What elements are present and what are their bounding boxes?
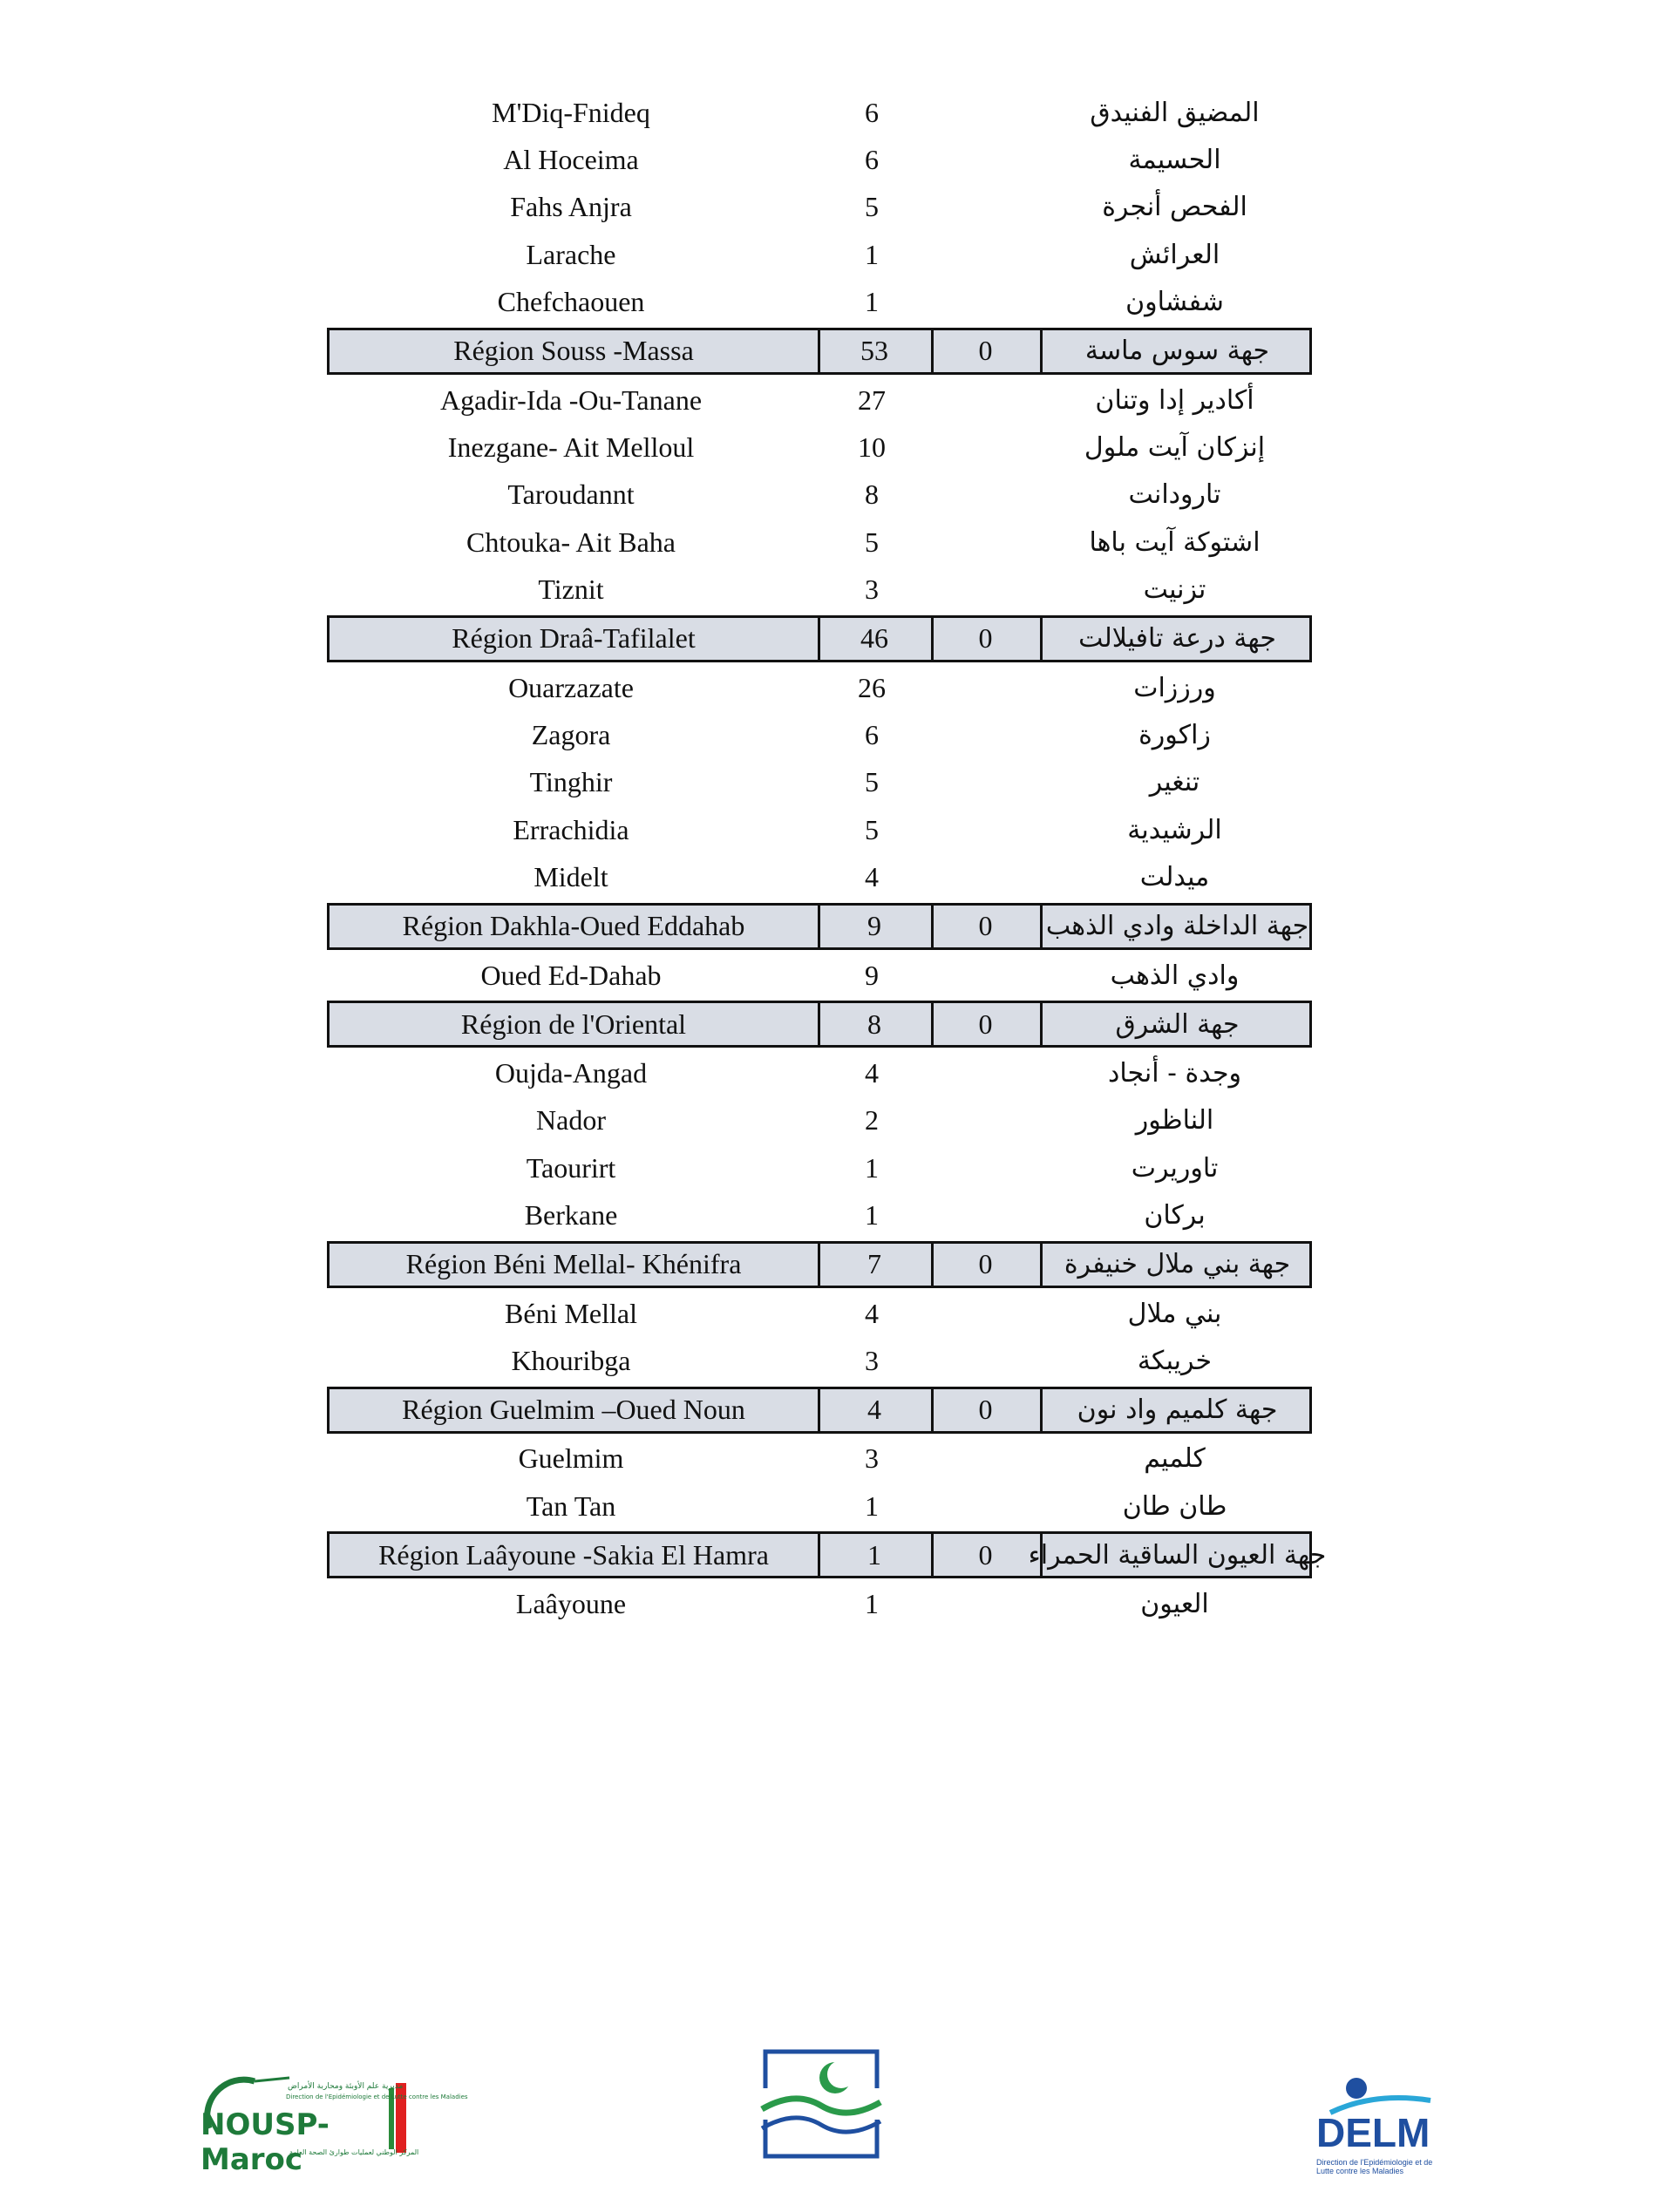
svg-text:Direction de l'Epidémiologie e: Direction de l'Epidémiologie et de Lutte contre les Maladies [286,2093,468,2100]
case-count: 5 [865,526,879,558]
department-row [327,1049,1312,1096]
department-name: Chefchaouen [497,286,645,318]
department-name-arabic: بني ملال [1127,1298,1222,1329]
department-name-arabic: تارودانت [1128,479,1221,511]
case-count: 1 [865,1151,879,1184]
region-name: Région Dakhla-Oued Eddahab [330,906,820,947]
region-row [327,903,1312,950]
case-count: 1 [865,238,879,270]
zero-count: 0 [931,1003,1043,1045]
region-name: Région de l'Oriental [330,1003,820,1045]
department-name-arabic: طان طان [1122,1490,1227,1522]
region-name-arabic: جهة الشرق [1115,1008,1240,1040]
department-row [327,1144,1312,1191]
case-count: 1 [865,286,879,318]
case-count: 8 [818,1003,934,1045]
case-count: 1 [865,1199,879,1232]
department-name: Chtouka- Ait Baha [466,526,676,558]
department-name: Inezgane- Ait Melloul [447,431,695,464]
case-count: 1 [865,1489,879,1522]
case-count: 6 [865,96,879,128]
department-row [327,424,1312,471]
department-name-arabic: زاكورة [1138,719,1211,750]
distribution-table [327,89,1327,1628]
region-row [327,328,1312,375]
case-count: 9 [865,959,879,991]
department-row [327,1097,1312,1144]
department-name: Zagora [531,718,611,750]
department-name: Ouarzazate [508,671,634,703]
department-name: Larache [526,238,616,270]
region-name: Région Béni Mellal- Khénifra [330,1244,820,1286]
department-row [327,472,1312,519]
department-row [327,567,1312,614]
department-name: Midelt [533,861,608,893]
department-row [327,519,1312,566]
department-name-arabic: تنغير [1149,767,1200,798]
case-count: 53 [818,330,934,372]
nousp-logo-text: NOUSP-Maroc [200,2107,330,2177]
nousp-maroc-logo [194,2067,468,2177]
region-name: Région Guelmim –Oued Noun [330,1389,820,1431]
region-name-arabic: جهة الداخلة وادي الذهب [1045,911,1309,942]
delm-logo-text: DELM [1316,2110,1431,2155]
region-name-arabic: جهة بني ملال خنيفرة [1064,1249,1291,1280]
department-row [327,664,1312,711]
zero-count: 0 [931,1389,1043,1431]
region-row [327,1531,1327,1578]
region-name: Région Draâ-Tafilalet [330,618,820,660]
case-count: 1 [865,1588,879,1620]
department-row [327,1191,1312,1238]
department-name: Nador [536,1104,606,1137]
case-count: 4 [865,1056,879,1089]
zero-count: 0 [931,1244,1043,1286]
department-name-arabic: كلميم [1144,1443,1206,1475]
department-name: Berkane [524,1199,618,1232]
region-name: Région Souss -Massa [330,330,820,372]
department-name: Errachidia [513,813,629,845]
department-name-arabic: الفحص أنجرة [1102,192,1247,223]
department-name-arabic: تزنيت [1143,574,1206,606]
department-name-arabic: إنزكان آيت ملول [1084,432,1266,464]
case-count: 6 [865,144,879,176]
department-name-arabic: الناظور [1135,1105,1214,1137]
case-count: 27 [858,383,886,416]
department-row [327,1337,1312,1384]
department-row [327,1290,1312,1337]
department-name: Oujda-Angad [494,1056,648,1089]
svg-text:مديرية علم الأوبئة ومحاربة الأ: مديرية علم الأوبئة ومحاربة الأمراض [288,2082,404,2091]
department-name: Tinghir [529,766,613,798]
department-row [327,1580,1312,1627]
department-name: Khouribga [511,1344,631,1376]
department-row [327,806,1312,853]
case-count: 10 [858,431,886,464]
department-name: Fahs Anjra [510,191,632,223]
case-count: 6 [865,718,879,750]
case-count: 1 [818,1534,934,1576]
department-name: Guelmim [518,1442,624,1475]
case-count: 7 [818,1244,934,1286]
case-count: 4 [865,1297,879,1329]
case-count: 8 [865,478,879,511]
ministry-health-logo [760,2048,882,2161]
case-count: 4 [865,861,879,893]
zero-count: 0 [931,906,1043,947]
department-name-arabic: تاوريرت [1131,1152,1219,1184]
department-name-arabic: شفشاون [1125,287,1224,318]
region-name-arabic: جهة سوس ماسة [1084,336,1270,367]
department-name-arabic: ورززات [1133,672,1216,703]
region-name-arabic: جهة كلميم واد نون [1077,1394,1278,1426]
department-row [327,279,1312,326]
department-row [327,759,1312,806]
region-name-arabic: جهة درعة تافيلالت [1078,623,1276,655]
department-name-arabic: ميدلت [1139,862,1210,893]
department-row [327,853,1312,900]
department-name: Taroudannt [507,478,635,511]
region-name-arabic: جهة العيون الساقية الحمراء [1028,1539,1327,1571]
case-count: 26 [858,671,886,703]
delm-logo-subtitle: Direction de l'Epidémiologie et de Lutte contre les Maladies [1316,2158,1433,2175]
department-name-arabic: وادي الذهب [1110,960,1240,991]
department-name: Oued Ed-Dahab [480,959,662,991]
department-name: M'Diq-Fnideq [492,96,650,128]
department-row [327,1435,1312,1483]
region-name: Région Laâyoune -Sakia El Hamra [330,1534,820,1576]
zero-count: 0 [931,618,1043,660]
department-name-arabic: العرائش [1129,239,1220,270]
case-count: 5 [865,813,879,845]
case-count: 9 [818,906,934,947]
region-row [327,1241,1312,1288]
case-count: 5 [865,191,879,223]
department-name: Taourirt [526,1151,616,1184]
department-row [327,136,1312,183]
region-row [327,1387,1312,1434]
department-row [327,231,1312,278]
delm-logo [1313,2074,1448,2179]
case-count: 3 [865,1442,879,1475]
case-count: 2 [865,1104,879,1137]
department-name-arabic: اشتوكة آيت باها [1089,526,1261,558]
department-name: Béni Mellal [505,1297,637,1329]
case-count: 46 [818,618,934,660]
svg-text:المركز الوطني لعمليات طوارئ ال: المركز الوطني لعمليات طوارئ الصحة العامة [289,2148,419,2156]
department-name-arabic: العيون [1140,1589,1209,1620]
department-name: Agadir-Ida -Ou-Tanane [439,383,703,416]
case-count: 5 [865,766,879,798]
department-name: Tan Tan [526,1489,616,1522]
department-name: Laâyoune [515,1588,627,1620]
case-count: 3 [865,1344,879,1376]
department-name: Al Hoceima [503,144,639,176]
case-count: 4 [818,1389,934,1431]
region-row [327,615,1312,662]
department-name: Tiznit [538,573,604,606]
department-name-arabic: خريبكة [1137,1345,1213,1376]
zero-count: 0 [931,330,1043,372]
department-name-arabic: وجدة - أنجاد [1108,1057,1241,1089]
region-row [327,1001,1312,1048]
department-name-arabic: الحسيمة [1128,145,1221,176]
department-row [327,952,1312,999]
department-name-arabic: المضيق الفنيدق [1090,97,1260,128]
department-name-arabic: الرشيدية [1127,814,1222,845]
department-row [327,1483,1312,1530]
department-name-arabic: أكادير إدا وتنان [1095,384,1254,416]
department-row [327,377,1312,424]
zero-count: 0 [931,1534,1043,1576]
department-row [327,184,1312,231]
department-name-arabic: بركان [1144,1200,1206,1232]
department-row [327,89,1312,136]
department-row [327,711,1312,758]
case-count: 3 [865,573,879,606]
